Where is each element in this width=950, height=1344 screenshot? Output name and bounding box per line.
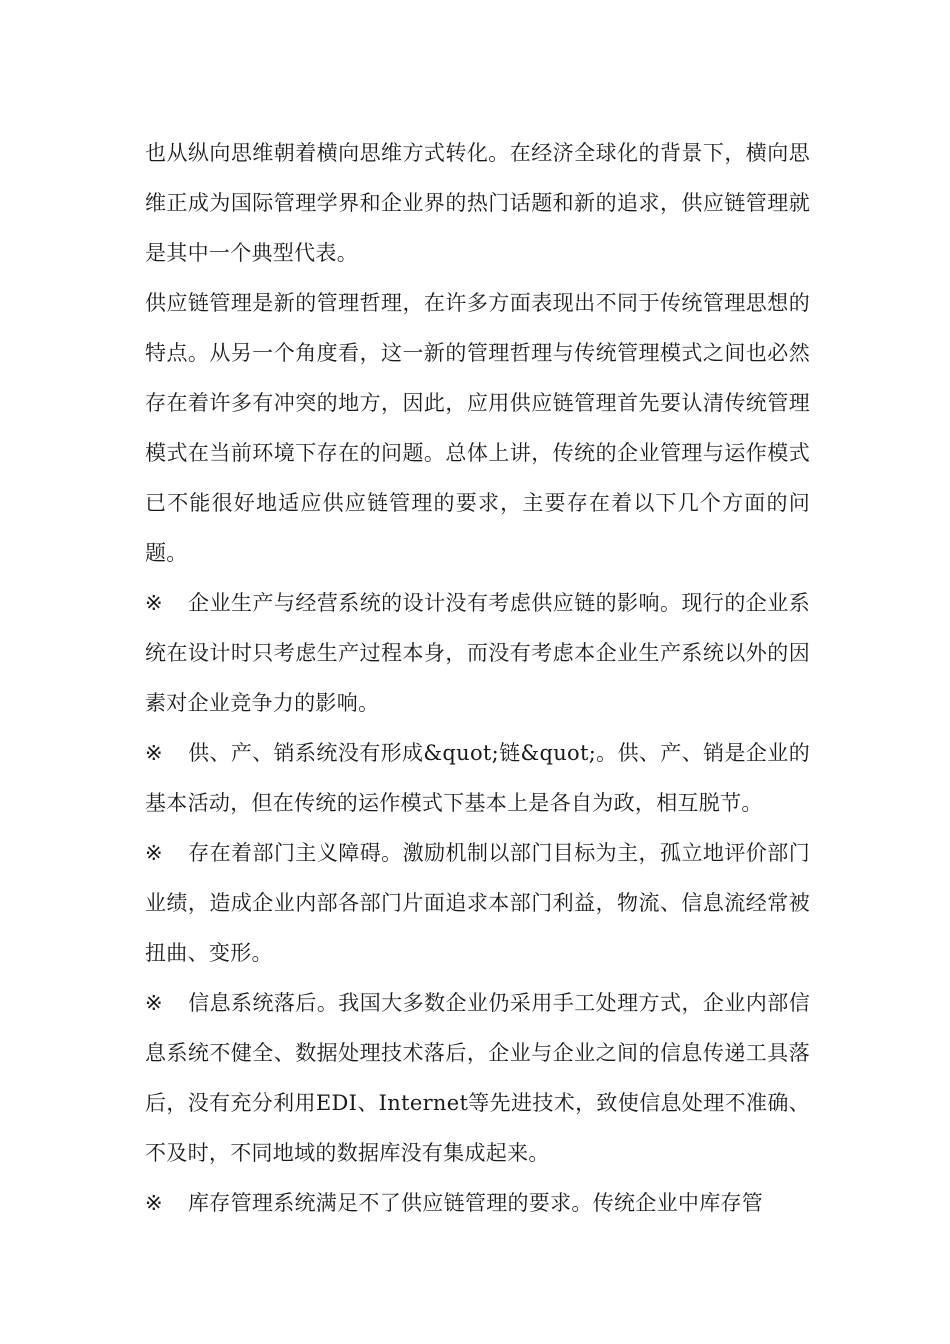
- paragraph-2: 供应链管理是新的管理哲理，在许多方面表现出不同于传统管理思想的特点。从另一个角度看，这一新的管理哲理与传统管理模式之间也必然存在着许多有冲突的地方，因此，应用供应链管理首先要认清传统管理模式在当前环境下存在的问题。总体上讲，传统的企业管理与运作模式已不能很好地适应供应链管理的要求，主要存在着以下几个方面的问题。: [145, 291, 810, 565]
- bullet-text: 供、产、销系统没有形成&quot;链&quot;。供、产、销是企业的基本活动，但在传统的运作模式下基本上是各自为政，相互脱节。: [145, 741, 810, 815]
- bullet-symbol: ※: [145, 591, 163, 615]
- bullet-text: 库存管理系统满足不了供应链管理的要求。传统企业中库存管: [188, 1191, 764, 1215]
- bullet-text: 信息系统落后。我国大多数企业仍采用手工处理方式，企业内部信息系统不健全、数据处理技术落后，企业与企业之间的信息传递工具落后，没有充分利用EDI、Internet等先进技术，致使信息处理不准确、不及时，不同地域的数据库没有集成起来。: [145, 991, 810, 1165]
- bullet-symbol: ※: [145, 1191, 163, 1215]
- bullet-symbol: ※: [145, 991, 163, 1015]
- document-body: [145, 128, 810, 1228]
- bullet-symbol: ※: [145, 741, 163, 765]
- bullet-item-1: [145, 578, 810, 728]
- bullet-item-2: [145, 728, 810, 828]
- bullet-item-3: [145, 828, 810, 978]
- paragraph-1: 也从纵向思维朝着横向思维方式转化。在经济全球化的背景下，横向思维正成为国际管理学界和企业界的热门话题和新的追求，供应链管理就是其中一个典型代表。: [145, 141, 810, 265]
- bullet-item-5: [145, 1178, 810, 1228]
- bullet-text: 企业生产与经营系统的设计没有考虑供应链的影响。现行的企业系统在设计时只考虑生产过程本身，而没有考虑本企业生产系统以外的因素对企业竞争力的影响。: [145, 591, 810, 715]
- bullet-text: 存在着部门主义障碍。激励机制以部门目标为主，孤立地评价部门业绩，造成企业内部各部门片面追求本部门利益，物流、信息流经常被扭曲、变形。: [145, 841, 810, 965]
- bullet-symbol: ※: [145, 841, 163, 865]
- bullet-item-4: [145, 978, 810, 1178]
